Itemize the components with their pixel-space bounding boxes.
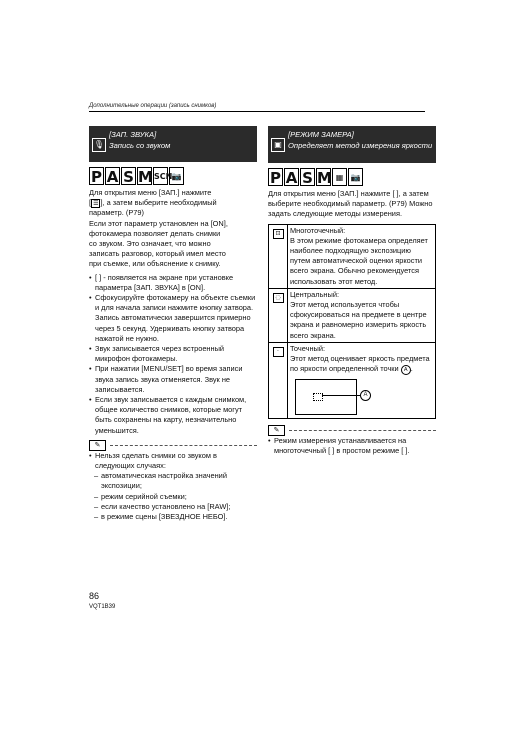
top-rule [89, 111, 425, 112]
mode-a-icon: A [285, 169, 298, 187]
note-divider [89, 440, 257, 451]
mode-s-icon: S [300, 168, 315, 186]
list-item: – режим серийной съемки; [89, 492, 257, 502]
doc-code: VQT1B39 [89, 604, 116, 610]
mode-camera-icon: 📷 [348, 168, 363, 186]
note-list [268, 436, 436, 456]
list-item: – в режиме сцены [ЗВЕЗДНОЕ НЕБО]. [89, 512, 257, 522]
row-title: Точечный: [290, 343, 326, 353]
mode-m-icon: M [138, 168, 153, 186]
microphone-icon: 🎙 [92, 138, 106, 152]
row-text: В этом режиме фотокамера определяет наиболее подходящую экспозицию путем автоматической оценки яркости всего экрана. Обычно рекомендуется использовать этот метод. [290, 235, 428, 286]
center-weighted-icon: ◌ [273, 293, 284, 303]
mode-p-icon: P [91, 168, 102, 186]
list-item: • При нажатии [MENU/SET] во время записи звука запись звука отменяется. Звук не записывается. [89, 364, 257, 395]
menu-button-icon: ☰ [93, 200, 99, 208]
right-column [268, 126, 436, 457]
marker-a-label: A [360, 390, 371, 401]
mode-camera-icon: 📷 [169, 167, 184, 185]
page-number: 86 [89, 591, 100, 601]
section-header-metering [268, 126, 436, 163]
list-item: • Если звук записывается с каждым снимком, общее количество снимков, которые могут быть сохранены на карту, незначительно уменьшится. [89, 395, 257, 436]
note-divider [268, 425, 436, 436]
section-title: [РЕЖИМ ЗАМЕРА] [288, 130, 354, 139]
row-text: Этот метод оценивает яркость предмета по яркости определенной точки A . [290, 354, 430, 374]
mode-p-icon: P [270, 169, 281, 187]
section-subtitle: Определяет метод измерения яркости [288, 141, 433, 150]
table-row [269, 224, 436, 288]
running-head: Дополнительные операции (запись снимков) [89, 103, 217, 109]
mode-movie-icon: ▦ [332, 168, 347, 186]
list-item: • Звук записывается через встроенный микрофон фотокамеры. [89, 344, 257, 364]
mode-s-icon: S [121, 167, 136, 185]
mode-icons [268, 168, 436, 186]
note-list [89, 451, 257, 471]
note-icon: ✎ [268, 425, 285, 436]
intro-text: Для открытия меню [ЗАП.] нажмите [ ], а затем выберите необходимый параметр. (P79) Можно задать следующие методы измерения. [268, 189, 433, 219]
mode-icons [89, 167, 257, 185]
list-item: – если качество установлено на [RAW]; [89, 502, 257, 512]
note-text: • Нельзя сделать снимки со звуком в следующих случаях: [89, 451, 257, 471]
section-header-audio-rec [89, 126, 257, 162]
mode-m-icon: M [317, 169, 332, 187]
row-title: Многоточечный: [290, 225, 346, 235]
row-title: Центральный: [290, 289, 340, 299]
left-column [89, 126, 257, 522]
metering-icon: ▣ [271, 138, 285, 152]
spot-metering-icon: · [273, 347, 284, 357]
row-text: Этот метод используется чтобы сфокусироваться на предмете в центре экрана и равномерно измерить яркость всего экрана. [290, 300, 427, 340]
table-row [269, 342, 436, 418]
multi-metering-icon: ⊡ [273, 229, 284, 239]
marker-a: A [401, 365, 411, 375]
section-subtitle: Запись со звуком [109, 141, 171, 150]
spot-diagram [295, 379, 368, 415]
section-title: [ЗАП. ЗВУКА] [109, 130, 157, 139]
list-item: • Сфокусируйте фотокамеру на объекте съемки и для начала записи нажмите кнопку затвора. Запись автоматически завершится примерно через 5 секунд. Удерживать кнопку затвора нажатой не нужно. [89, 293, 257, 344]
note-text: • Режим измерения устанавливается на многоточечный [ ] в простом режиме [ ]. [268, 436, 436, 456]
mode-scn-icon: SCN [153, 167, 168, 185]
metering-table [268, 224, 436, 420]
list-item: – автоматическая настройка значений экспозиции; [89, 471, 257, 491]
mode-a-icon: A [106, 168, 119, 186]
bullet-list [89, 273, 257, 436]
list-item: • [ ] - появляется на экране при установке параметра [ЗАП. ЗВУКА] в [ON]. [89, 273, 257, 293]
intro-text: Для открытия меню [ЗАП.] нажмите [ ☰ ], а затем выберите необходимый параметр. (P79) Если этот параметр установлен на [ON], фотокамера позволяет делать снимки со звуком. Это означает, что можно записать разговор, который имел место при съемке, или объяснение к снимку. [89, 188, 228, 269]
note-icon: ✎ [89, 440, 106, 451]
table-row [269, 288, 436, 342]
